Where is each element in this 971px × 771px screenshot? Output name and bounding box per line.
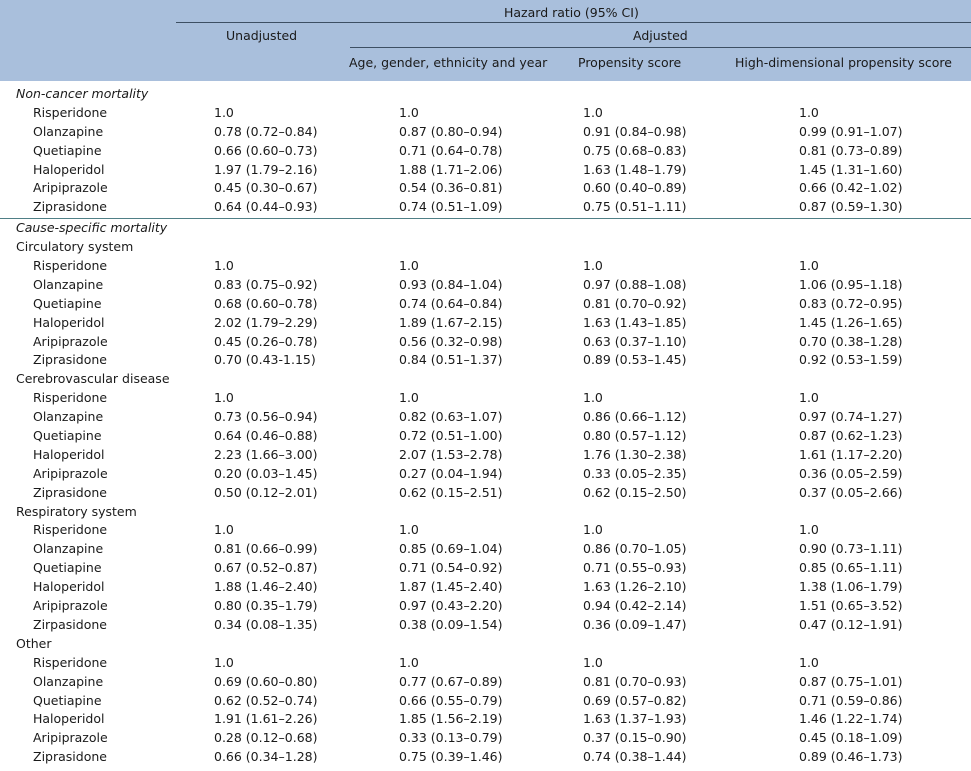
hazard-ratio-cell: 1.0	[214, 104, 234, 120]
adjusted-heading: Adjusted	[633, 28, 688, 43]
hazard-ratio-cell: 0.97 (0.88–1.08)	[583, 276, 687, 292]
table-row	[0, 692, 971, 711]
hazard-ratio-cell: 1.0	[583, 258, 603, 274]
hazard-ratio-cell: 0.73 (0.56–0.94)	[214, 409, 318, 425]
table-row	[0, 729, 971, 748]
hazard-ratio-heading: Hazard ratio (95% CI)	[504, 5, 639, 20]
table-row	[0, 654, 971, 673]
drug-name: Olanzapine	[33, 276, 104, 292]
drug-name: Ziprasidone	[33, 749, 107, 765]
hazard-ratio-cell: 0.77 (0.67–0.89)	[399, 673, 503, 689]
table-row	[0, 314, 971, 333]
hazard-ratio-cell: 0.72 (0.51–1.00)	[399, 428, 503, 444]
header-divider-2	[350, 47, 971, 48]
group-label-row	[0, 370, 971, 389]
hazard-ratio-cell: 0.70 (0.43-1.15)	[214, 352, 316, 368]
drug-name: Olanzapine	[33, 123, 104, 139]
hazard-ratio-cell: 1.46 (1.22–1.74)	[799, 711, 903, 727]
hazard-ratio-cell: 0.91 (0.84–0.98)	[583, 123, 687, 139]
hazard-ratio-cell: 0.99 (0.91–1.07)	[799, 123, 903, 139]
table-row	[0, 123, 971, 142]
hazard-ratio-cell: 1.88 (1.46–2.40)	[214, 579, 318, 595]
hazard-ratio-cell: 0.60 (0.40–0.89)	[583, 180, 687, 196]
hazard-ratio-cell: 1.0	[799, 654, 819, 670]
group-label: Cerebrovascular disease	[16, 371, 170, 387]
hazard-ratio-cell: 0.94 (0.42–2.14)	[583, 598, 687, 614]
drug-name: Olanzapine	[33, 541, 104, 557]
hazard-ratio-cell: 0.83 (0.75–0.92)	[214, 276, 318, 292]
table-row	[0, 484, 971, 503]
table-row	[0, 597, 971, 616]
drug-name: Aripiprazole	[33, 598, 108, 614]
hazard-ratio-cell: 1.0	[214, 522, 234, 538]
drug-name: Ziprasidone	[33, 484, 107, 500]
section-title: Cause-specific mortality	[16, 220, 168, 236]
drug-name: Zirpasidone	[33, 616, 107, 632]
hazard-ratio-cell: 0.75 (0.39–1.46)	[399, 749, 503, 765]
table-header	[0, 0, 971, 81]
hazard-ratio-cell: 1.0	[583, 104, 603, 120]
hazard-ratio-cell: 0.71 (0.59–0.86)	[799, 692, 903, 708]
hazard-ratio-cell: 1.0	[583, 522, 603, 538]
hazard-ratio-cell: 0.93 (0.84–1.04)	[399, 276, 503, 292]
hazard-ratio-cell: 0.50 (0.12–2.01)	[214, 484, 318, 500]
propensity-heading: Propensity score	[578, 55, 682, 70]
hazard-ratio-cell: 0.75 (0.68–0.83)	[583, 142, 687, 158]
hazard-ratio-cell: 1.63 (1.26–2.10)	[583, 579, 687, 595]
drug-name: Risperidone	[33, 522, 108, 538]
group-label-row	[0, 238, 971, 257]
hazard-ratio-cell: 0.80 (0.57–1.12)	[583, 428, 687, 444]
hazard-ratio-cell: 0.78 (0.72–0.84)	[214, 123, 318, 139]
table-row	[0, 179, 971, 198]
hazard-ratio-cell: 0.85 (0.65–1.11)	[799, 560, 903, 576]
hazard-ratio-cell: 0.69 (0.57–0.82)	[583, 692, 687, 708]
hazard-ratio-cell: 1.0	[214, 390, 234, 406]
hazard-ratio-cell: 0.45 (0.26–0.78)	[214, 333, 318, 349]
hazard-ratio-cell: 1.0	[799, 522, 819, 538]
hazard-ratio-cell: 1.88 (1.71–2.06)	[399, 161, 503, 177]
drug-name: Quetiapine	[33, 142, 102, 158]
hazard-ratio-cell: 0.36 (0.09–1.47)	[583, 616, 687, 632]
table-row	[0, 540, 971, 559]
hazard-ratio-cell: 0.90 (0.73–1.11)	[799, 541, 903, 557]
hazard-ratio-cell: 0.97 (0.43–2.20)	[399, 598, 503, 614]
table-row	[0, 616, 971, 635]
age-gender-heading: Age, gender, ethnicity and year	[349, 55, 548, 70]
hazard-ratio-cell: 0.97 (0.74–1.27)	[799, 409, 903, 425]
hazard-ratio-cell: 0.56 (0.32–0.98)	[399, 333, 503, 349]
hazard-ratio-cell: 1.91 (1.61–2.26)	[214, 711, 318, 727]
hazard-ratio-cell: 0.62 (0.15–2.51)	[399, 484, 503, 500]
hazard-ratio-cell: 0.45 (0.30–0.67)	[214, 180, 318, 196]
hazard-ratio-cell: 0.34 (0.08–1.35)	[214, 616, 318, 632]
drug-name: Risperidone	[33, 104, 108, 120]
table-row	[0, 748, 971, 767]
drug-name: Aripiprazole	[33, 465, 108, 481]
hazard-ratio-cell: 1.0	[799, 104, 819, 120]
table-row	[0, 389, 971, 408]
drug-name: Haloperidol	[33, 161, 105, 177]
hazard-ratio-cell: 1.0	[399, 390, 419, 406]
hazard-ratio-cell: 1.61 (1.17–2.20)	[799, 446, 903, 462]
table-row	[0, 276, 971, 295]
hazard-ratio-cell: 0.87 (0.75–1.01)	[799, 673, 903, 689]
hazard-ratio-cell: 0.37 (0.15–0.90)	[583, 730, 687, 746]
hazard-ratio-cell: 1.87 (1.45–2.40)	[399, 579, 503, 595]
table-row	[0, 521, 971, 540]
hazard-ratio-cell: 0.86 (0.70–1.05)	[583, 541, 687, 557]
hazard-ratio-cell: 0.66 (0.34–1.28)	[214, 749, 318, 765]
hazard-ratio-cell: 1.0	[399, 258, 419, 274]
hazard-ratio-cell: 1.63 (1.43–1.85)	[583, 314, 687, 330]
drug-name: Aripiprazole	[33, 180, 108, 196]
table-row	[0, 142, 971, 161]
unadjusted-heading: Unadjusted	[226, 28, 298, 43]
hazard-ratio-cell: 0.85 (0.69–1.04)	[399, 541, 503, 557]
hazard-ratio-cell: 1.0	[399, 654, 419, 670]
hazard-ratio-cell: 0.64 (0.44–0.93)	[214, 199, 318, 215]
hazard-ratio-cell: 0.37 (0.05–2.66)	[799, 484, 903, 500]
hazard-ratio-cell: 0.87 (0.80–0.94)	[399, 123, 503, 139]
hd-propensity-heading: High-dimensional propensity score	[735, 55, 952, 70]
table-row	[0, 559, 971, 578]
hazard-ratio-cell: 2.07 (1.53–2.78)	[399, 446, 503, 462]
drug-name: Quetiapine	[33, 692, 102, 708]
drug-name: Haloperidol	[33, 446, 105, 462]
hazard-ratio-cell: 1.45 (1.31–1.60)	[799, 161, 903, 177]
hazard-ratio-cell: 0.71 (0.55–0.93)	[583, 560, 687, 576]
table-row	[0, 578, 971, 597]
hazard-ratio-cell: 1.63 (1.48–1.79)	[583, 161, 687, 177]
table-row	[0, 161, 971, 180]
hazard-ratio-cell: 0.82 (0.63–1.07)	[399, 409, 503, 425]
table-row	[0, 295, 971, 314]
drug-name: Ziprasidone	[33, 199, 107, 215]
hazard-ratio-cell: 0.71 (0.64–0.78)	[399, 142, 503, 158]
hazard-ratio-cell: 0.71 (0.54–0.92)	[399, 560, 503, 576]
drug-name: Olanzapine	[33, 673, 104, 689]
drug-name: Quetiapine	[33, 560, 102, 576]
hazard-ratio-cell: 1.0	[583, 654, 603, 670]
group-label-row	[0, 503, 971, 522]
hazard-ratio-cell: 0.70 (0.38–1.28)	[799, 333, 903, 349]
drug-name: Ziprasidone	[33, 352, 107, 368]
hazard-ratio-cell: 1.0	[399, 104, 419, 120]
hazard-ratio-cell: 0.81 (0.73–0.89)	[799, 142, 903, 158]
hazard-ratio-cell: 0.33 (0.05–2.35)	[583, 465, 687, 481]
drug-name: Haloperidol	[33, 314, 105, 330]
hazard-ratio-cell: 0.62 (0.15–2.50)	[583, 484, 687, 500]
hazard-ratio-cell: 0.45 (0.18–1.09)	[799, 730, 903, 746]
table-row	[0, 257, 971, 276]
table-body	[0, 85, 971, 767]
drug-name: Quetiapine	[33, 295, 102, 311]
hazard-ratio-cell: 0.63 (0.37–1.10)	[583, 333, 687, 349]
hazard-ratio-cell: 0.84 (0.51–1.37)	[399, 352, 503, 368]
hazard-ratio-cell: 0.20 (0.03–1.45)	[214, 465, 318, 481]
drug-name: Aripiprazole	[33, 730, 108, 746]
hazard-ratio-cell: 0.74 (0.38–1.44)	[583, 749, 687, 765]
hazard-ratio-cell: 0.89 (0.46–1.73)	[799, 749, 903, 765]
hazard-ratio-cell: 1.0	[799, 258, 819, 274]
hazard-ratio-cell: 0.62 (0.52–0.74)	[214, 692, 318, 708]
hazard-ratio-cell: 1.51 (0.65–3.52)	[799, 598, 903, 614]
hazard-ratio-cell: 0.69 (0.60–0.80)	[214, 673, 318, 689]
drug-name: Risperidone	[33, 654, 108, 670]
hazard-ratio-cell: 1.76 (1.30–2.38)	[583, 446, 687, 462]
hazard-ratio-cell: 2.23 (1.66–3.00)	[214, 446, 318, 462]
drug-name: Aripiprazole	[33, 333, 108, 349]
table-row	[0, 446, 971, 465]
table-row	[0, 673, 971, 692]
hazard-ratio-cell: 1.97 (1.79–2.16)	[214, 161, 318, 177]
hazard-ratio-cell: 1.85 (1.56–2.19)	[399, 711, 503, 727]
group-label: Circulatory system	[16, 239, 134, 255]
hazard-ratio-cell: 0.67 (0.52–0.87)	[214, 560, 318, 576]
table-row	[0, 408, 971, 427]
hazard-ratio-cell: 0.68 (0.60–0.78)	[214, 295, 318, 311]
group-label-row	[0, 635, 971, 654]
hazard-ratio-cell: 0.92 (0.53–1.59)	[799, 352, 903, 368]
section-title: Non-cancer mortality	[16, 86, 149, 101]
drug-name: Quetiapine	[33, 428, 102, 444]
section-title-row	[0, 85, 971, 104]
drug-name: Haloperidol	[33, 579, 105, 595]
hazard-ratio-cell: 0.66 (0.42–1.02)	[799, 180, 903, 196]
header-divider-1	[176, 22, 971, 23]
hazard-ratio-cell: 0.47 (0.12–1.91)	[799, 616, 903, 632]
hazard-ratio-cell: 0.87 (0.62–1.23)	[799, 428, 903, 444]
hazard-ratio-cell: 1.89 (1.67–2.15)	[399, 314, 503, 330]
group-label: Respiratory system	[16, 503, 137, 519]
hazard-ratio-cell: 0.89 (0.53–1.45)	[583, 352, 687, 368]
hazard-ratio-cell: 0.83 (0.72–0.95)	[799, 295, 903, 311]
hazard-ratio-cell: 1.0	[399, 522, 419, 538]
hazard-ratio-cell: 0.54 (0.36–0.81)	[399, 180, 503, 196]
hazard-ratio-cell: 0.75 (0.51–1.11)	[583, 199, 687, 215]
hazard-ratio-cell: 1.45 (1.26–1.65)	[799, 314, 903, 330]
drug-name: Risperidone	[33, 390, 108, 406]
hazard-ratio-cell: 0.28 (0.12–0.68)	[214, 730, 318, 746]
hazard-ratio-cell: 0.81 (0.70–0.92)	[583, 295, 687, 311]
table-row	[0, 427, 971, 446]
hazard-ratio-cell: 0.66 (0.60–0.73)	[214, 142, 318, 158]
hazard-ratio-cell: 0.64 (0.46–0.88)	[214, 428, 318, 444]
hazard-ratio-cell: 0.38 (0.09–1.54)	[399, 616, 503, 632]
table-row	[0, 351, 971, 370]
hazard-ratio-cell: 0.66 (0.55–0.79)	[399, 692, 503, 708]
drug-name: Olanzapine	[33, 409, 104, 425]
drug-name: Risperidone	[33, 258, 108, 274]
hazard-ratio-cell: 0.74 (0.64–0.84)	[399, 295, 503, 311]
table-row	[0, 198, 971, 217]
hazard-ratio-cell: 1.63 (1.37–1.93)	[583, 711, 687, 727]
hazard-ratio-cell: 1.0	[583, 390, 603, 406]
section-title-row	[0, 219, 971, 238]
hazard-ratio-cell: 0.87 (0.59–1.30)	[799, 199, 903, 215]
hazard-ratio-cell: 0.27 (0.04–1.94)	[399, 465, 503, 481]
hazard-ratio-cell: 1.0	[214, 258, 234, 274]
hazard-ratio-cell: 0.36 (0.05–2.59)	[799, 465, 903, 481]
hazard-ratio-cell: 0.80 (0.35–1.79)	[214, 598, 318, 614]
table-row	[0, 333, 971, 352]
table-row	[0, 465, 971, 484]
table-row	[0, 104, 971, 123]
hazard-ratio-cell: 1.38 (1.06–1.79)	[799, 579, 903, 595]
drug-name: Haloperidol	[33, 711, 105, 727]
hazard-ratio-cell: 0.74 (0.51–1.09)	[399, 199, 503, 215]
hazard-ratio-cell: 0.81 (0.66–0.99)	[214, 541, 318, 557]
group-label: Other	[16, 635, 52, 651]
hazard-ratio-cell: 1.0	[214, 654, 234, 670]
hazard-ratio-cell: 0.33 (0.13–0.79)	[399, 730, 503, 746]
hazard-ratio-cell: 1.0	[799, 390, 819, 406]
hazard-ratio-cell: 1.06 (0.95–1.18)	[799, 276, 903, 292]
table-row	[0, 710, 971, 729]
hazard-ratio-cell: 2.02 (1.79–2.29)	[214, 314, 318, 330]
hazard-ratio-cell: 0.81 (0.70–0.93)	[583, 673, 687, 689]
hazard-ratio-cell: 0.86 (0.66–1.12)	[583, 409, 687, 425]
